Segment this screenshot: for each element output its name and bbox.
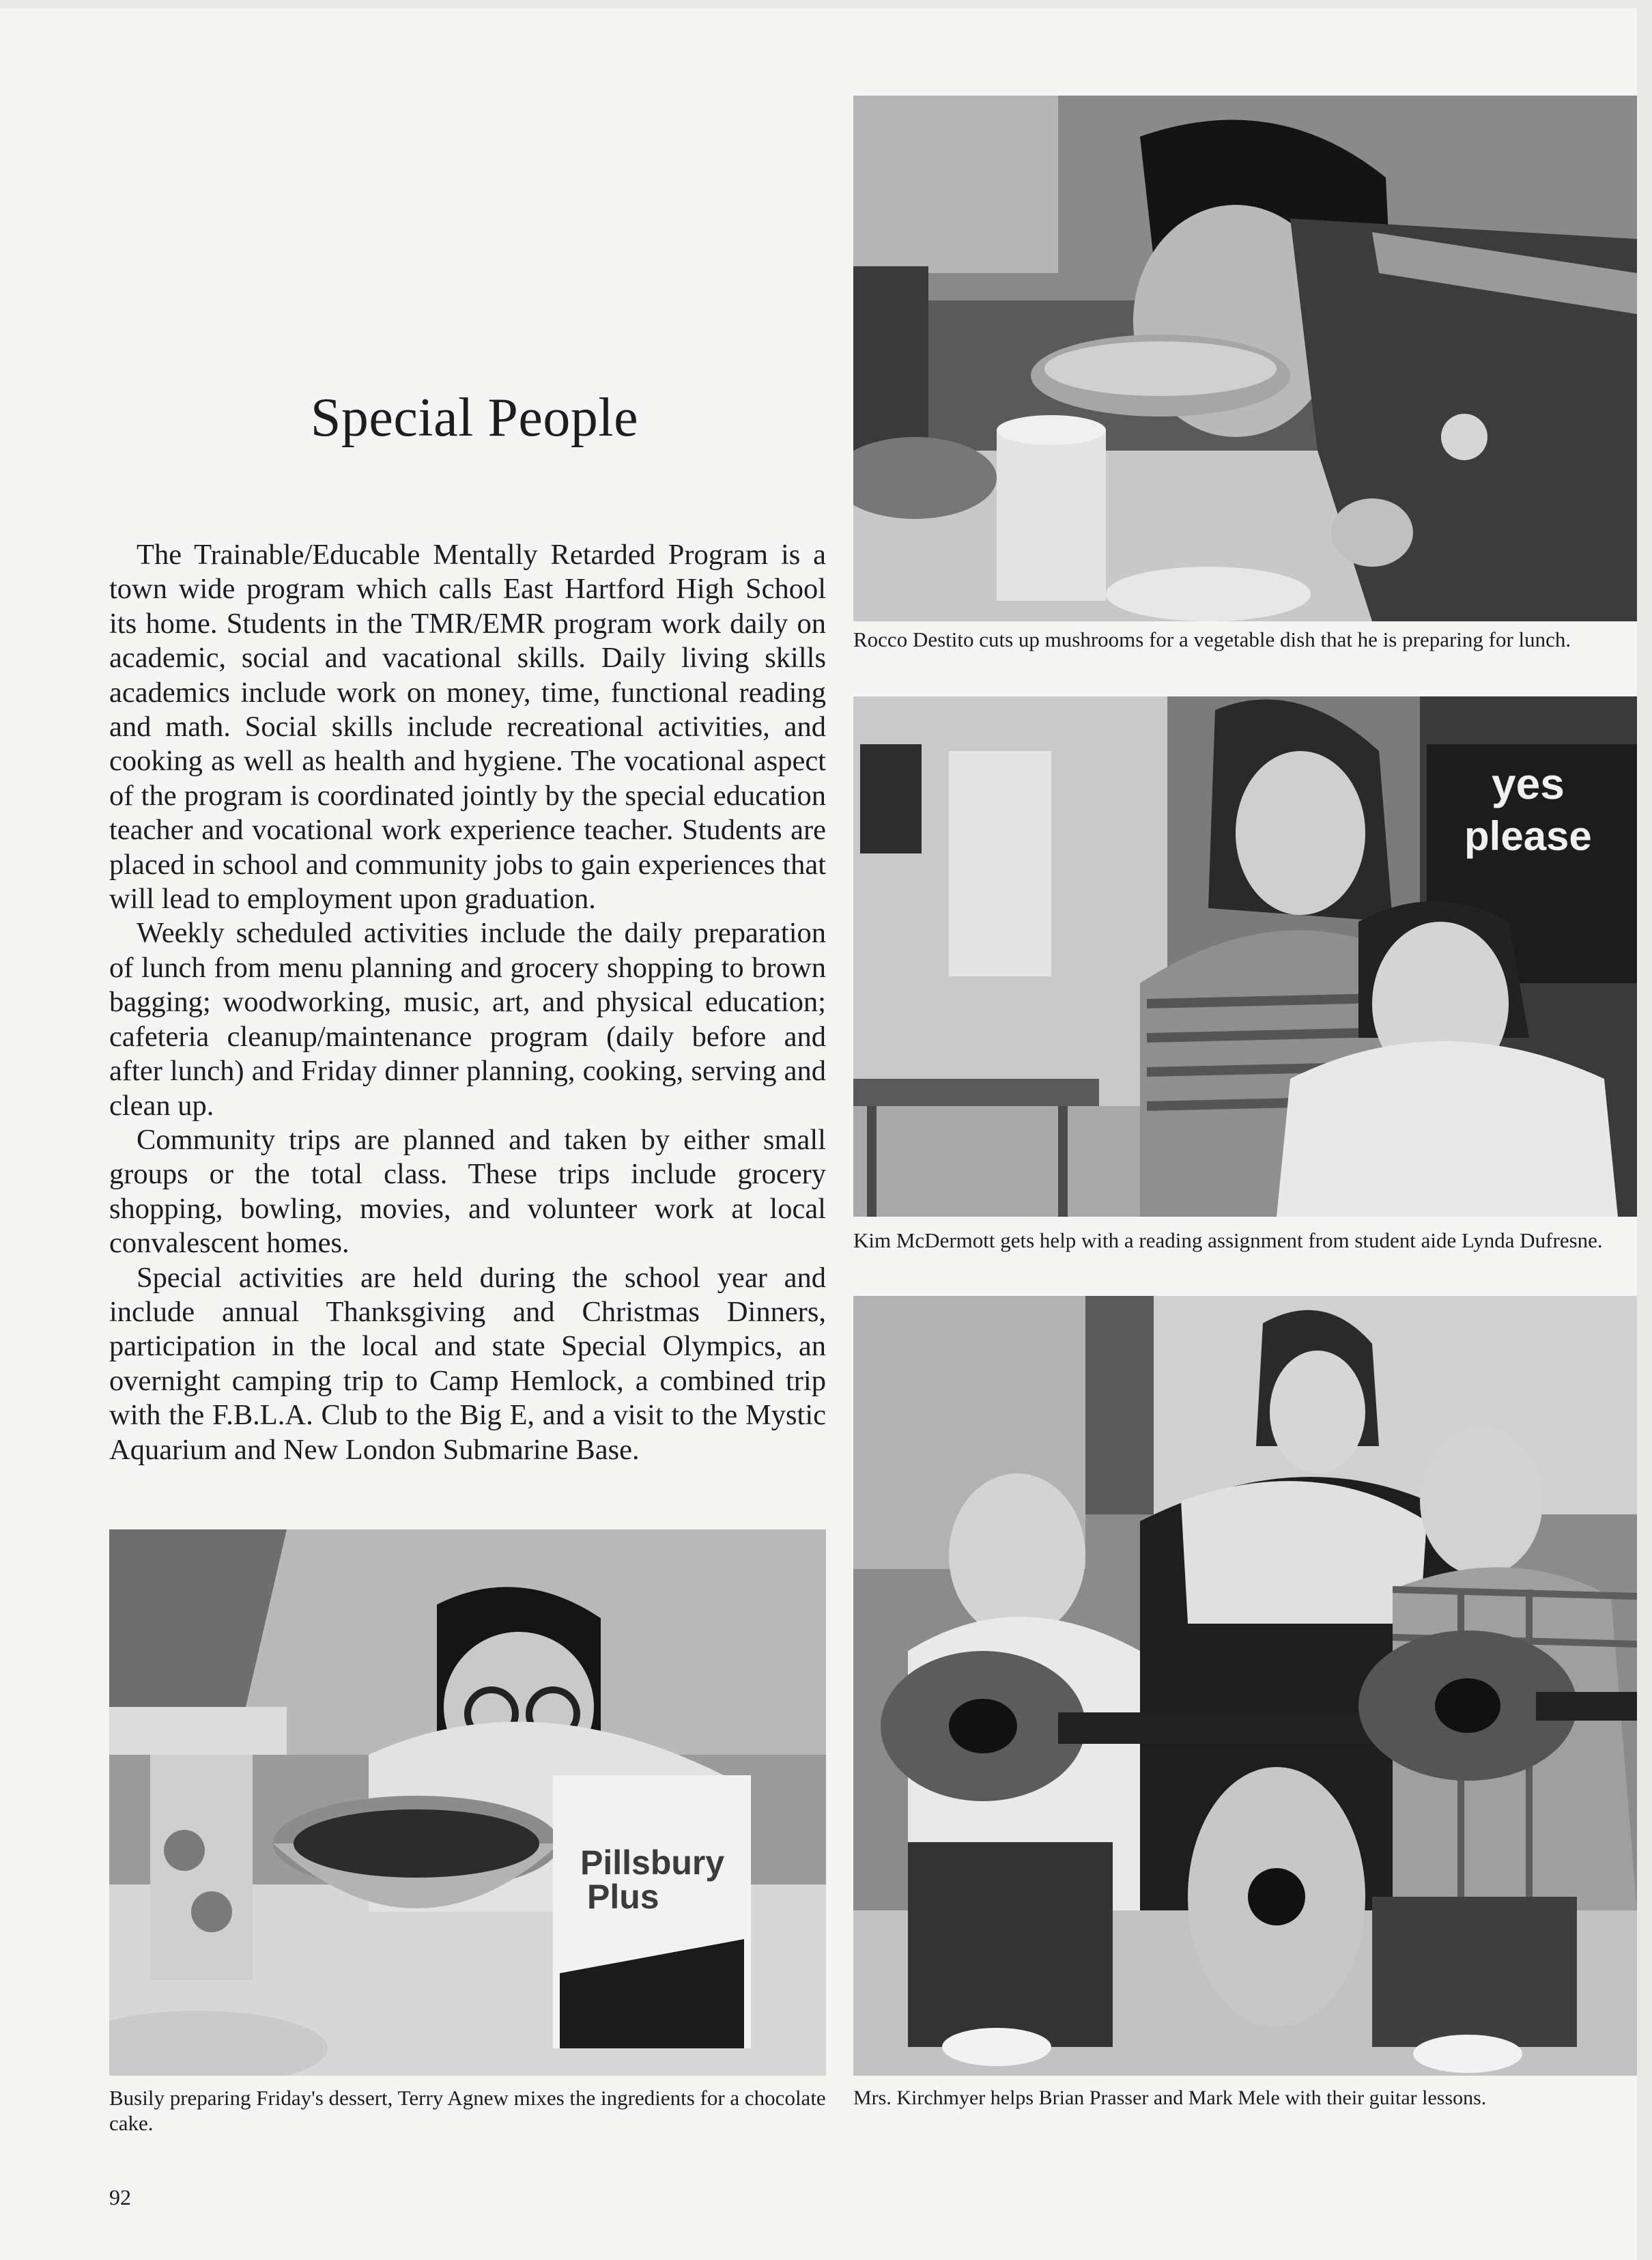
box-text-plus: Plus: [587, 1878, 659, 1916]
poster-text-yes: yes: [1492, 759, 1565, 808]
paragraph-4: Special activities are held during the school year and include annual Thanksgiving and Christmas Dinners, participation in the local and state Special Olympics, an overnight camping trip to Camp Hemlock, a combined trip with the F.B.L.A. Club to the Big E, and a visit to the Mystic Aquarium and New London Submarine Base.: [109, 1261, 826, 1466]
paragraph-3: Community trips are planned and taken by either small groups or the total class. These trips include grocery shopping, bowling, movies, and volunteer work at local convalescent homes.: [109, 1123, 826, 1260]
photo-rocco-cooking: [853, 96, 1637, 621]
photo-kim-reading: [853, 696, 1637, 1217]
paragraph-2: Weekly scheduled activities include the daily preparation of lunch from menu planning and grocery shopping to brown bagging; woodworking, music, art, and physical education; cafeteria cleanup/maintenance program (daily before and after lunch) and Friday dinner planning, cooking, serving and clean up.: [109, 917, 826, 1122]
photo-terry-baking: [109, 1529, 826, 2076]
page-title: Special People: [310, 388, 639, 448]
box-text-pillsbury: Pillsbury: [580, 1844, 725, 1882]
photo-rocco-image: [853, 96, 1637, 621]
caption-guitar: Mrs. Kirchmyer helps Brian Prasser and Mark Mele with their guitar lessons.: [853, 2087, 1487, 2109]
photo-terry-image: [109, 1529, 826, 2076]
article-body: [109, 538, 826, 1467]
poster-text-please: please: [1464, 813, 1592, 859]
photo-kim-image: [853, 696, 1637, 1217]
photo-guitar-image: [853, 1296, 1637, 2076]
paragraph-1: The Trainable/Educable Mentally Retarded Program is a town wide program which calls East Hartford High School its home. Students in the TMR/EMR program work daily on academic, social and vacational skills. Daily living skills academics include work on money, time, functional reading and math. Social skills include recreational activities, and cooking as well as health and hygiene. The vocational aspect of the program is coordinated jointly by the special education teacher and vocational work experience teacher. Students are placed in school and community jobs to gain experiences that will lead to employment upon graduation.: [109, 539, 826, 916]
caption-kim: Kim McDermott gets help with a reading assignment from student aide Lynda Dufresne.: [853, 1228, 1603, 1252]
caption-rocco: Rocco Destito cuts up mushrooms for a vegetable dish that he is preparing for lunch.: [853, 627, 1571, 651]
page-top-edge: [0, 0, 1652, 8]
page-number: 92: [109, 2185, 131, 2209]
photo-guitar-lesson: [853, 1296, 1637, 2076]
page-right-edge: [1637, 0, 1652, 2260]
caption-terry: Busily preparing Friday's dessert, Terry Agnew mixes the ingredients for a chocolate cake.: [109, 2086, 826, 2135]
